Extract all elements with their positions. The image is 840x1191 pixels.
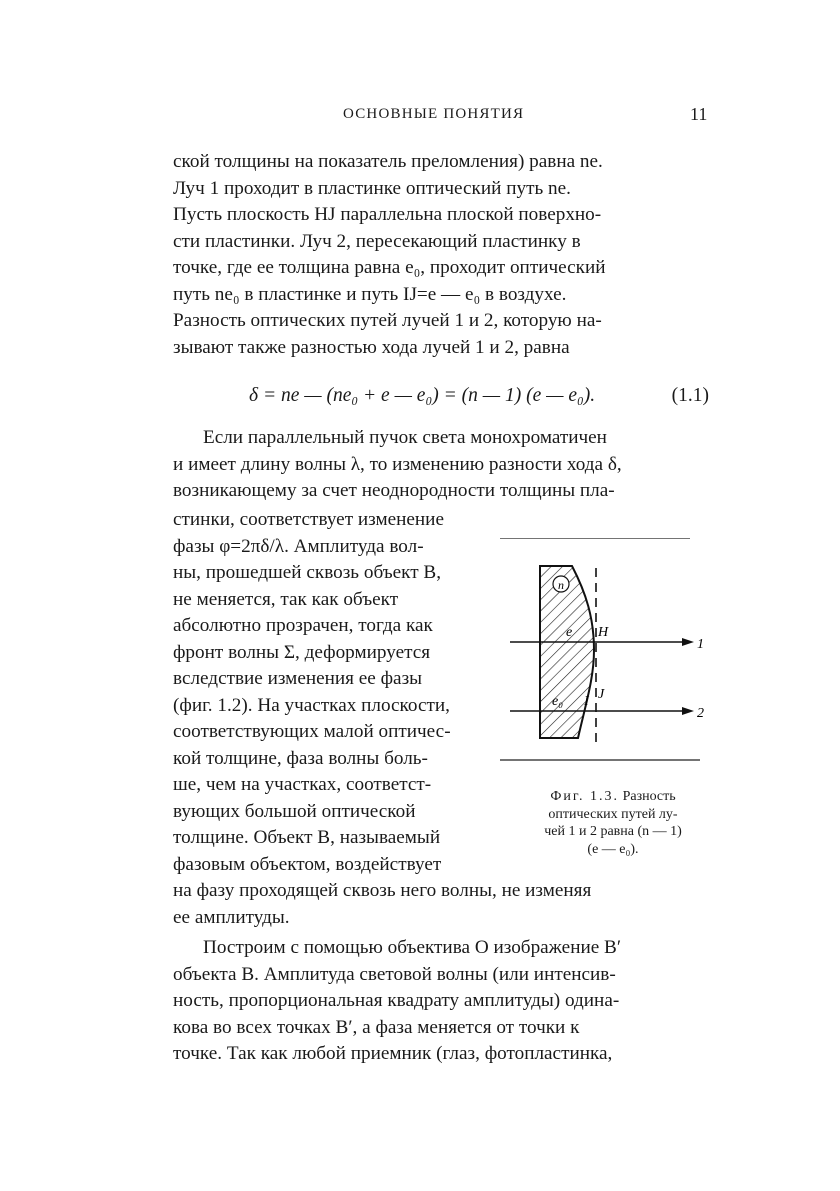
figure-caption [516, 788, 710, 858]
text-line: объекта B. Амплитуда световой волны (или интенсив- [173, 963, 616, 985]
caption-line: (e — e₀). [587, 841, 639, 857]
text-line: Разность оптических путей лучей 1 и 2, которую на- [173, 310, 602, 331]
label-ray-2: 2 [697, 706, 704, 721]
paragraph-1 [173, 149, 709, 361]
text-line: Луч 1 проходит в пластинке оптический путь ne. [173, 177, 571, 199]
text-line: Если параллельный пучок света монохроматичен [203, 427, 607, 448]
page-number: 11 [690, 104, 708, 124]
text-line: толщине. Объект B, называемый [173, 827, 441, 848]
equation-number: (1.1) [671, 385, 709, 406]
text-line: соответствующих малой оптичес- [173, 721, 451, 742]
paragraph-2 [173, 425, 709, 505]
label-ray-1: 1 [697, 637, 704, 652]
label-i: I [584, 694, 589, 709]
text-line: кой толщине, фаза волны боль- [173, 747, 428, 769]
text-line: абсолютно прозрачен, тогда как [173, 615, 433, 636]
paragraph-3 [173, 878, 709, 931]
running-title: ОСНОВНЫЕ ПОНЯТИЯ [343, 106, 525, 122]
caption-lead: Фиг. 1.3. [550, 789, 620, 804]
text-line: (фиг. 1.2). На участках плоскости, [173, 694, 450, 716]
text-line: сти пластинки. Луч 2, пересекающий пластинку в [173, 230, 581, 252]
ray-1-arrowhead [682, 638, 694, 646]
paragraph-4 [173, 935, 709, 1068]
text-line: кова во всех точках B′, а фаза меняется от точки к [173, 1016, 580, 1038]
label-h: H [598, 625, 609, 640]
text-line: зывают также разностью хода лучей 1 и 2, равна [173, 336, 570, 358]
label-n: n [558, 578, 564, 592]
text-line: ее амплитуды. [173, 906, 290, 928]
text-line: фронт волны Σ, деформируется [173, 641, 431, 663]
page-header [0, 104, 840, 128]
text-line: не меняется, так как объект [173, 588, 399, 610]
text-line: возникающему за счет неоднородности толщины пла- [173, 480, 615, 501]
text-line: ской толщины на показатель преломления) равна ne. [173, 151, 603, 172]
caption-line: Разность [622, 789, 676, 804]
label-e0: e₀ [552, 694, 564, 709]
text-line: стинки, соответствует изменение [173, 509, 444, 530]
wrapped-paragraph [173, 507, 496, 878]
label-e: e [566, 625, 573, 640]
text-line: фазовым объектом, воздействует [173, 853, 442, 875]
text-line: вующих большой оптической [173, 800, 416, 822]
text-line: Пусть плоскость HJ параллельна плоской поверхно- [173, 204, 602, 225]
text-line: вследствие изменения ее фазы [173, 668, 423, 689]
ray-2-arrowhead [682, 707, 694, 715]
text-line: точке. Так как любой приемник (глаз, фотопластинка, [173, 1043, 613, 1064]
optical-path-diagram [500, 538, 714, 788]
text-line: ность, пропорциональная квадрату амплитуды) одина- [173, 990, 620, 1011]
text-line: ше, чем на участках, соответст- [173, 774, 432, 795]
caption-line: чей 1 и 2 равна (n — 1) [544, 824, 682, 839]
text-line: фазы φ=2πδ/λ. Амплитуда вол- [173, 535, 424, 557]
text-line: Построим с помощью объектива O изображение B′ [203, 937, 622, 958]
caption-line: оптических путей лу- [548, 806, 678, 822]
equation-1-1 [173, 383, 709, 413]
text-line: путь ne₀ в пластинке и путь IJ=e — e₀ в воздухе. [173, 283, 567, 305]
text-line: ны, прошедшей сквозь объект B, [173, 562, 442, 583]
phase-plate [540, 566, 594, 738]
text-line: на фазу проходящей сквозь него волны, не изменяя [173, 880, 592, 901]
text-line: точке, где ее толщина равна e₀, проходит оптический [173, 257, 606, 278]
equation-body: δ = ne — (ne₀ + e — e₀) = (n — 1) (e — e₀). [249, 385, 596, 406]
label-j: J [598, 687, 605, 702]
text-line: и имеет длину волны λ, то изменению разности хода δ, [173, 453, 622, 475]
